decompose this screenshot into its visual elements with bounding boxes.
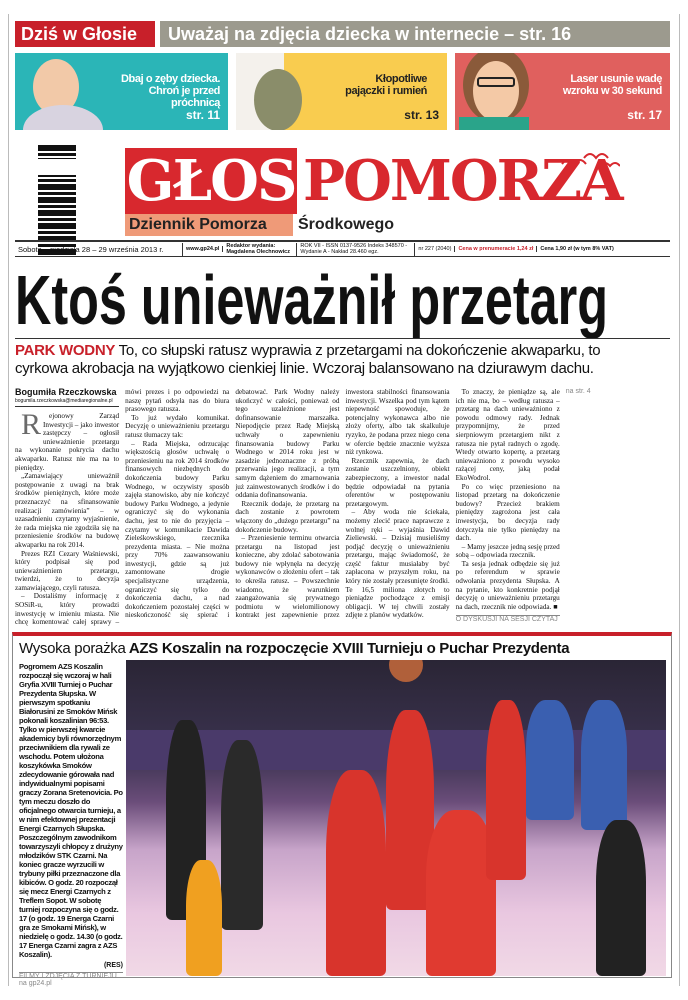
author-name: Bogumiła Rzeczkowska bbox=[15, 387, 117, 397]
website-link[interactable]: www.gp24.pl bbox=[183, 246, 223, 253]
media-ref-site: na gp24.pl bbox=[19, 980, 52, 987]
promo-page: str. 17 bbox=[627, 108, 662, 122]
paragraph: To znaczy, że pieniądze są, ale ich nie ma, bo – według ratusza – przetarg na dach unieważniono z powodu odmowy rady. Jednak przypomnijmy, że przed sierpniowym przetargiem nikt z ratusza nie pytał radnych o zgodę. Wtedy otwarto kopertę, a przetarg unieważniono z powodu wysoko rażącej ceny, jaką podał EkoWodrol. bbox=[455, 388, 560, 482]
top-teaser[interactable]: Uważaj na zdjęcia dziecka w internecie – str. 16 bbox=[160, 21, 670, 47]
player bbox=[526, 700, 574, 820]
issue-date: Sobota – niedziela 28 – 29 września 2013 r. bbox=[15, 243, 183, 256]
basketball-photo bbox=[126, 660, 666, 976]
paragraph: Rzecznik zapewnia, że dach zostanie uszczelniony, obiekt zabezpieczony, a inwestor nadal będzie odpowiadał na pytania oferentów w postępowaniu przetargowym. bbox=[345, 456, 450, 508]
cross-reference-page: na str. 4 bbox=[565, 388, 591, 395]
issue-number: nr 227 (2040) bbox=[415, 246, 455, 253]
paragraph: „Zamawiający unieważnił postępowanie z uwagi na brak środków pieniężnych, które może przeznaczyć na sfinansowanie realizacji zamówienia” – w uzasadnieniu czytamy wyjaśnienie, że rada miejska nie zgodziła się na przeniesienie środków na budowę akwaparku na rok 2014. bbox=[15, 472, 120, 549]
promo-page: str. 13 bbox=[404, 108, 439, 122]
paragraph: – Rada Miejska, odrzucając większością głosów uchwałę o przeniesieniu na rok 2014 środków finansowych niezbędnych do dokończenia budowy Parku Wodnego, w oczywisty sposób zajęła stanowisko, aby nie kończyć budowy Parku Wodnego, a jedynie ograniczyć się do wykonania dachu, jest to nie do przyjęcia – czytamy w komunikacie Dawida Zieleśkowskiego, rzecznika prezydenta miasta. – Nie można przy 70% zaawansowaniu inwestycji, gdzie są już zamontowane drogie specjalistyczne urządzenia, ograniczyć się tylko do dokończenia dachu, a nad dokończeniem pozostałej części w nieskończoność się spierać i debatować. Park Wodny należy ukończyć w całości, ponieważ od tego uzależnione jest dofinansowanie marszałka. Niepodjęcie przez Radę Miejską uchwały o zapewnieniu finansowania budowy Parku Wodnego w 2014 roku jest w zasadzie jednoznaczne z próbą przerwania jego realizacji, a tym samym dążeniem do zmarnowania już zainwestowanych środków i do oddania dofinansowania. bbox=[125, 388, 340, 620]
sports-article bbox=[12, 632, 672, 987]
promo-text: Laser usunie wadę wzroku w 30 sekund bbox=[562, 73, 662, 97]
headline-part: AZS Koszalin na rozpoczęcie XVIII Turnieju o Puchar Prezydenta bbox=[128, 640, 570, 657]
promo-tile-teeth[interactable] bbox=[15, 53, 228, 130]
sports-text-column bbox=[19, 662, 123, 987]
paragraph: – Przeniesienie terminu otwarcia przetargu na listopad jest konieczne, aby zdołać sabotowania budowy nie wpłynęła na decyzję wykonawców o złożeniu ofert – tak to określa ratusz. – Powszechnie wiadomo, że warunkiem zaangażowania się prywatnego podmiotu w wielomilionowy kontrakt jest zapewnienie przez inwestora stabilności finansowania inwestycji. Wszelka pod tym kątem niepewność spowoduje, że potencjalny wykonawca albo nie złoży oferty, albo tak skalkuluje ryzyko, że podana przez niego cena w ofercie będzie znacznie wyższa niż rynkowa. bbox=[235, 388, 450, 620]
kicker: PARK WODNY bbox=[15, 342, 116, 359]
child-shirt bbox=[23, 105, 103, 130]
issue-info-bar bbox=[15, 240, 670, 257]
paragraph: To już wydało komunikat. Decyzję o unieważnieniu przetargu ratusz tłumaczy tak: bbox=[125, 413, 230, 439]
player bbox=[581, 700, 627, 830]
main-headline[interactable] bbox=[15, 262, 615, 338]
masthead-logo-pomorza: POMORZA bbox=[303, 148, 622, 214]
sports-text: Pogromem AZS Koszalin rozpoczął się wczoraj w hali Gryfia XVIII Turniej o Puchar Prezydenta Słupska. W pierwszym spotkaniu Białorusini ze Smoków Mińsk pokonali koszalinian 96:53. Tylko w pierwszej kwarcie akademicy byli równorzędnym przeciwnikiem dla rywali ze wschodu. Potem ułożona koszykówka Smoków zdecydowanie górowała nad indywidualnymi popisami graczy Zorana Sretenovicia. Po tym meczu doszło do oficjalnego otwarcia turnieju, a w nim efektownej prezentacji Energi Czarnych Słupska. Poszczególnym zawodnikom towarzyszyli chłopcy z drużyny młodzików STK Czarni. Na koniec gracze wyrzucili w trybuny piłki przeznaczone dla kibiców. O godz. 20 rozpoczął się mecz Energi Czarnych z Treflem Sopot. W sobotę turniej rozpoczyna się o godz. 17 (o godz. 19 Energa Czarni gra ze Smokami Mińsk), w niedzielę o godz. 14.30 (o godz. 17 Energa Czarni zagra z AZS Koszalin). bbox=[19, 662, 123, 959]
player bbox=[326, 770, 386, 976]
face-mask-photo bbox=[254, 69, 302, 130]
author-email[interactable]: bogumila.rzeczkowska@mediaregionalne.pl bbox=[15, 398, 119, 407]
promo-tile-laser[interactable] bbox=[455, 53, 670, 130]
cross-reference-title[interactable]: O DYSKUSJI NA SESJI CZYTAJ bbox=[455, 616, 558, 624]
sports-headline[interactable] bbox=[19, 640, 569, 657]
promo-text: Dbaj o zęby dziecka. Chroń je przed próchnicą bbox=[121, 73, 220, 109]
headline-text: Ktoś unieważnił przetarg bbox=[15, 262, 608, 338]
girl-shirt bbox=[459, 117, 529, 130]
basketball-icon bbox=[389, 660, 423, 682]
masthead-subtitle-1: Dziennik Pomorza bbox=[125, 214, 293, 236]
paragraph: – Aby woda nie ściekała, możemy zlecić prace naprawcze z wolnej ręki – wyjaśnia Dawid Zieliewski. – Dzisiaj musieliśmy podjąć decyzję o unieważnieniu przetargu, mając świadomość, że część faktur musiałaby być zapłacona w przyszłym roku, na który nie zostały przesunięte środki. Te 16,5 miliona złotych to pieniądze pochodzące z emisji obligacji. W tej chwili zostały zdjęte z planów wydatków. bbox=[345, 508, 450, 620]
paragraph: Rejonowy Zarząd Inwestycji – jako inwestor zastępczy – ogłosił unieważnienie przetargu na wykonanie pokrycia dachu akwaparku. Ratusz nie ma na to pieniędzy. bbox=[15, 408, 120, 472]
paragraph: Rzecznik dodaje, że przetarg na dach zostanie z powrotem włączony do „dużego przetargu” na dokończenie budowy. bbox=[235, 499, 340, 534]
article-lead bbox=[15, 342, 655, 378]
person bbox=[221, 740, 263, 930]
paragraph: Ta sesja jednak odbędzie się już po referendum w sprawie odwołania prezydenta Słupska. A na pytanie, kto konkretnie podjął decyzję o unieważnieniu przetargu na dach, rzecznik nie odpowiada. ■ bbox=[455, 559, 560, 611]
person bbox=[186, 860, 222, 976]
cover-price: Cena 1,90 zł (w tym 8% VAT) bbox=[540, 245, 614, 252]
seagulls-icon bbox=[560, 150, 620, 172]
promo-tile-skin[interactable] bbox=[236, 53, 447, 130]
lead-text: To, co słupski ratusz wyprawia z przetargami na dokończenie akwaparku, to cyrkowa akrobacja na wyjątkowo cienkiej linie. Wczoraj balansowano na dziurawym dachu. bbox=[15, 342, 601, 377]
article-body bbox=[15, 388, 670, 628]
subscription-price: Cena w prenumeracie 1,24 zł bbox=[455, 246, 537, 253]
headline-part: Wysoka porażka bbox=[19, 640, 126, 657]
today-in-issue-label: Dziś w Głosie bbox=[15, 21, 155, 47]
player bbox=[486, 700, 526, 880]
issn: ROK VII - ISSN 0137-9526 Indeks 348570 - Wydanie A - Nakład 28.460 egz. bbox=[297, 243, 415, 256]
paragraph: – Dostaliśmy informację z SOSiR-u, który prowadzi inwestycję w imieniu miasta. Nie chcę komentować całej sprawy – mówi prezes i po odpowiedzi na naszę pytań odsyła nas do biura prasowego ratusza. bbox=[15, 388, 230, 627]
editor: Redaktor wydania: Magdalena Olechnowicz bbox=[223, 243, 297, 256]
media-reference[interactable] bbox=[19, 972, 123, 987]
glasses-icon bbox=[477, 77, 515, 87]
masthead-subtitle-2: Środkowego bbox=[298, 216, 395, 233]
barcode-icon bbox=[38, 145, 76, 255]
divider bbox=[15, 338, 670, 339]
person bbox=[596, 820, 646, 976]
signature: (RES) bbox=[103, 962, 123, 969]
paragraph: Po co więc przeniesiono na listopad przetarg na dokończenie budowy? Przecież brakiem pieniędzy zagrożona jest cała inwestycja, bo decyzja rady dotyczyła nie tylko pieniędzy na dach. bbox=[455, 482, 560, 543]
promo-page: str. 11 bbox=[185, 108, 220, 122]
promo-text: Kłopotliwe pajączki i rumień bbox=[345, 73, 427, 97]
paragraph: – Mamy jeszcze jedną sesję przed sobą – odpowiada rzecznik. bbox=[455, 542, 560, 560]
paragraph: Prezes RZI Cezary Waśniewski, który podpisał się pod unieważnieniem przetargu, twierdzi, że to decyzja zamawiającego, czyli ratusza. bbox=[15, 549, 120, 592]
girl-photo bbox=[473, 61, 519, 121]
byline bbox=[15, 387, 119, 407]
masthead-logo-glos: GŁOS bbox=[126, 148, 296, 214]
media-ref-title: FILMY I ZDJĘCIA Z TURNIEJU bbox=[19, 973, 117, 980]
